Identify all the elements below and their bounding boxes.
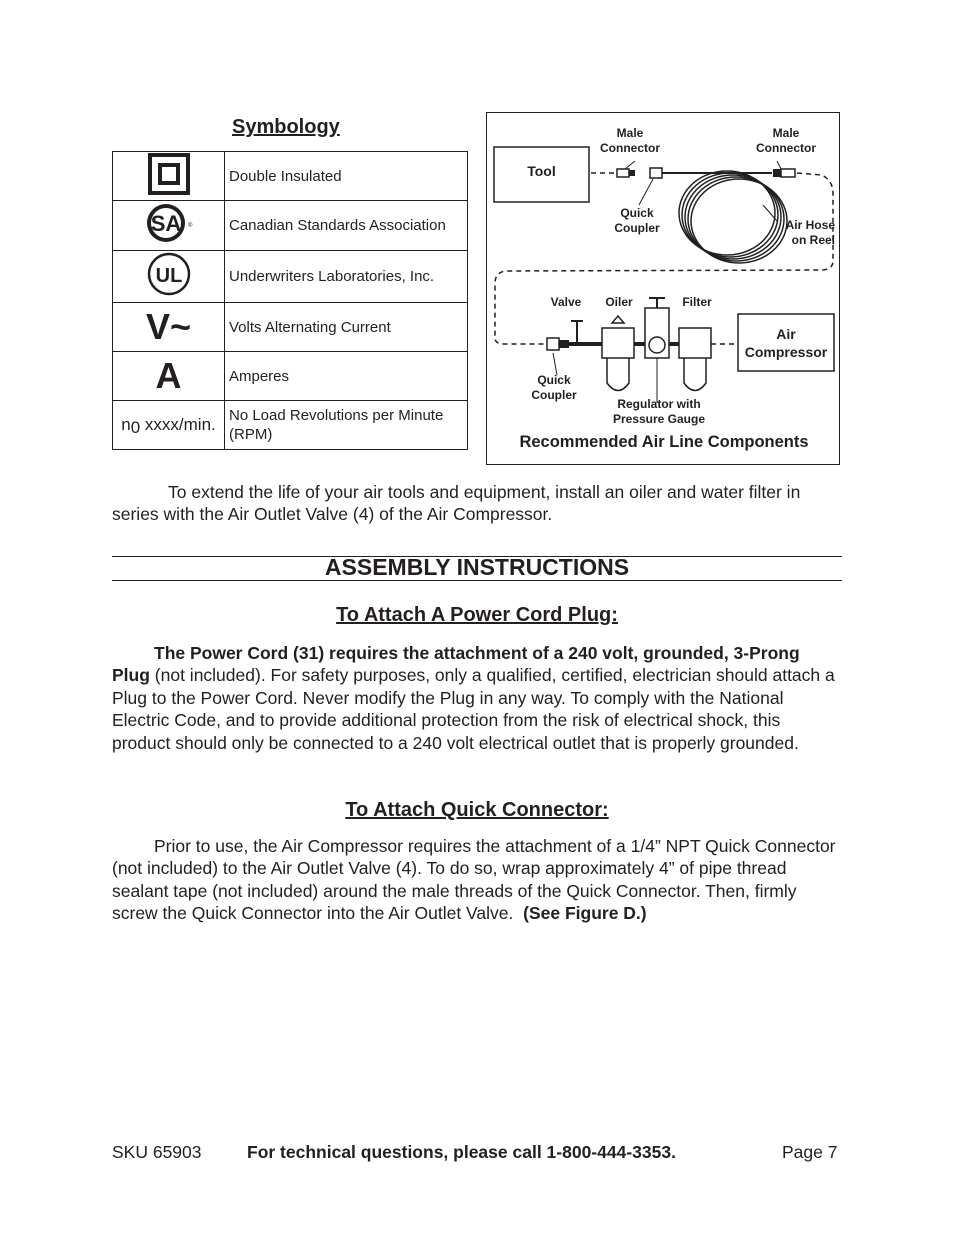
regulator-label: Regulator with Pressure Gauge	[612, 397, 706, 426]
heading-rule-bottom	[112, 580, 842, 581]
figure-caption: Recommended Air Line Components	[519, 433, 809, 451]
quick-connector-text: Prior to use, the Air Compressor requires the attachment of a 1/4” NPT Quick Connector (not included) to the Air Outlet Valve (4). To do so, wrap approximately 4” of pipe thread sealant tape (not included) around the male threads of the Quick Connector. Then, firmly screw the Quick Connector into the Air Outlet Valve.	[112, 836, 836, 924]
symbol-desc: No Load Revolutions per Minute (RPM)	[225, 401, 468, 450]
tool-label: Tool	[527, 163, 556, 179]
symbology-table	[112, 151, 468, 450]
csa-icon	[113, 201, 225, 251]
air-hose-label: Air Hose on Reel	[785, 218, 835, 247]
n-rest: xxxx/min.	[140, 415, 216, 434]
male-connector-label: Male Connector	[756, 126, 816, 155]
intro-paragraph	[112, 481, 842, 526]
footer-page: Page 7	[782, 1142, 838, 1162]
n-subscript: 0	[130, 418, 141, 437]
power-cord-heading: To Attach A Power Cord Plug:	[336, 604, 618, 626]
oiler-label: Oiler	[605, 295, 633, 309]
power-cord-text: (not included). For safety purposes, only a qualified, certified, electrician should attach a Plug to the Power Cord. Never modify the Plug in any way. To comply with the National Electric Code, and to provide additional protection from the risk of electrical shock, this product should only be connected to a 240 volt electrical outlet that is properly grounded.	[112, 665, 835, 753]
valve-label: Valve	[550, 295, 582, 309]
symbol-desc: Volts Alternating Current	[225, 303, 468, 352]
air-compressor-label: Air Compressor	[744, 326, 828, 360]
symbol-desc: Canadian Standards Association	[225, 201, 468, 251]
quick-coupler-label: Quick Coupler	[614, 206, 660, 235]
symbol-desc: Underwriters Laboratories, Inc.	[225, 251, 468, 303]
intro-text: To extend the life of your air tools and equipment, install an oiler and water filter in series with the Air Outlet Valve (4) of the Air Compressor.	[112, 482, 801, 525]
symbology-title: Symbology	[232, 116, 340, 138]
ul-icon	[113, 251, 225, 303]
amperes-symbol: A	[113, 352, 225, 401]
filter-label: Filter	[682, 295, 712, 309]
n-letter: n	[121, 415, 131, 434]
figure-reference: (See Figure D.)	[523, 903, 647, 924]
volts-ac-symbol: V~	[113, 303, 225, 352]
male-connector-label: Male Connector	[600, 126, 660, 155]
symbol-desc: Double Insulated	[225, 152, 468, 201]
csa-letters: SA	[150, 211, 181, 236]
quick-connector-paragraph	[112, 835, 842, 925]
quick-connector-heading: To Attach Quick Connector:	[345, 799, 609, 821]
ul-letters: UL	[155, 265, 182, 287]
reg-mark: ®	[187, 223, 192, 229]
footer-tech: For technical questions, please call 1-800-444-3353.	[247, 1142, 676, 1162]
footer-sku: SKU 65903	[112, 1142, 202, 1162]
symbol-desc: Amperes	[225, 352, 468, 401]
air-line-figure	[486, 112, 840, 465]
quick-coupler-label: Quick Coupler	[531, 373, 577, 402]
no-load-symbol	[113, 401, 225, 450]
power-cord-paragraph	[112, 642, 842, 754]
double-insulated-icon	[113, 152, 225, 201]
power-cord-bold: The Power Cord (31) requires the attachment of a 240 volt, grounded, 3-Prong Plug	[112, 643, 800, 686]
assembly-heading: ASSEMBLY INSTRUCTIONS	[324, 554, 630, 580]
